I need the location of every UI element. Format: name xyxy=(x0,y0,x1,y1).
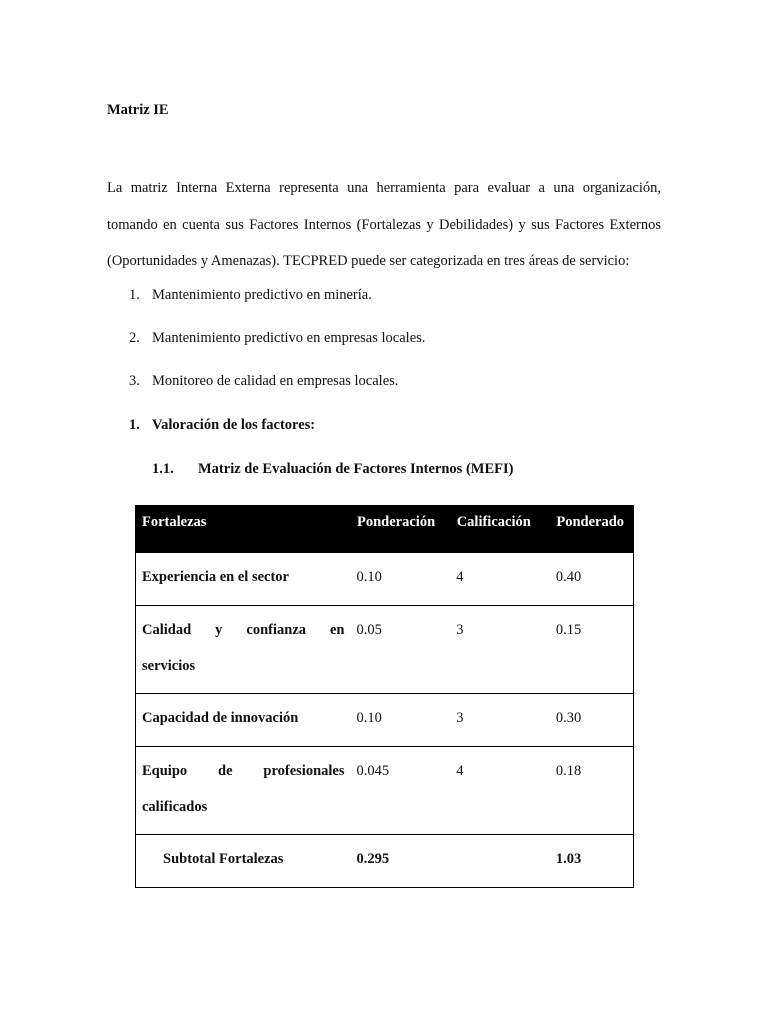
calificacion-cell: 3 xyxy=(450,606,550,694)
ponderado-cell: 0.18 xyxy=(550,747,634,835)
ponderacion-cell: 0.10 xyxy=(351,694,451,747)
subsection-number: 1.1. xyxy=(152,461,174,477)
table-header-row xyxy=(136,506,634,553)
ponderado-cell: 0.30 xyxy=(550,694,634,747)
factor-cell xyxy=(136,606,351,694)
subtotal-calificacion xyxy=(450,835,550,888)
document-heading: Matriz IE xyxy=(107,102,169,118)
calificacion-cell: 4 xyxy=(450,747,550,835)
factor-cell: Capacidad de innovación xyxy=(136,694,351,747)
list-item xyxy=(129,373,398,390)
subsection-title: Matriz de Evaluación de Factores Internos (MEFI) xyxy=(198,461,514,477)
factor-cell: Experiencia en el sector xyxy=(136,553,351,606)
factor-line-1: Calidad y confianza en xyxy=(142,622,345,638)
factor-line-1: Equipo de profesionales xyxy=(142,763,345,779)
ponderado-cell: 0.40 xyxy=(550,553,634,606)
section-heading xyxy=(129,417,315,434)
header-ponderacion: Ponderación xyxy=(351,506,451,553)
factor-line-2: servicios xyxy=(142,658,196,674)
factor-cell xyxy=(136,747,351,835)
list-item-text: Mantenimiento predictivo en minería. xyxy=(152,287,372,303)
list-item-number: 1. xyxy=(129,287,140,303)
table-row xyxy=(136,694,634,747)
ponderacion-cell: 0.045 xyxy=(351,747,451,835)
header-fortalezas: Fortalezas xyxy=(136,506,351,553)
table-row xyxy=(136,553,634,606)
list-item-text: Monitoreo de calidad en empresas locales. xyxy=(152,373,399,389)
factor-line-2: calificados xyxy=(142,799,208,815)
list-item-number: 3. xyxy=(129,373,140,389)
list-item-number: 2. xyxy=(129,330,140,346)
header-ponderado: Ponderado xyxy=(550,506,634,553)
list-item xyxy=(129,287,372,304)
mefi-table xyxy=(135,505,634,888)
subtotal-label: Subtotal Fortalezas xyxy=(136,835,351,888)
ponderacion-cell: 0.10 xyxy=(351,553,451,606)
calificacion-cell: 4 xyxy=(450,553,550,606)
subsection-heading xyxy=(152,461,513,478)
list-item-text: Mantenimiento predictivo en empresas locales. xyxy=(152,330,426,346)
ponderacion-cell: 0.05 xyxy=(351,606,451,694)
subtotal-row xyxy=(136,835,634,888)
ponderado-cell: 0.15 xyxy=(550,606,634,694)
header-calificacion: Calificación xyxy=(450,506,550,553)
section-number: 1. xyxy=(129,417,140,433)
table-row xyxy=(136,606,634,694)
intro-paragraph: La matriz Interna Externa representa una herramienta para evaluar a una organización, tomando en cuenta sus Factores Internos (Fortalezas y Debilidades) y sus Factores Externos (Oportunidades y Amenazas). TECPRED puede ser categorizada en tres áreas de servicio: xyxy=(107,180,661,269)
subtotal-ponderado: 1.03 xyxy=(550,835,634,888)
table-row xyxy=(136,747,634,835)
list-item xyxy=(129,330,425,347)
subtotal-ponderacion: 0.295 xyxy=(351,835,451,888)
section-title: Valoración de los factores: xyxy=(152,417,316,433)
calificacion-cell: 3 xyxy=(450,694,550,747)
